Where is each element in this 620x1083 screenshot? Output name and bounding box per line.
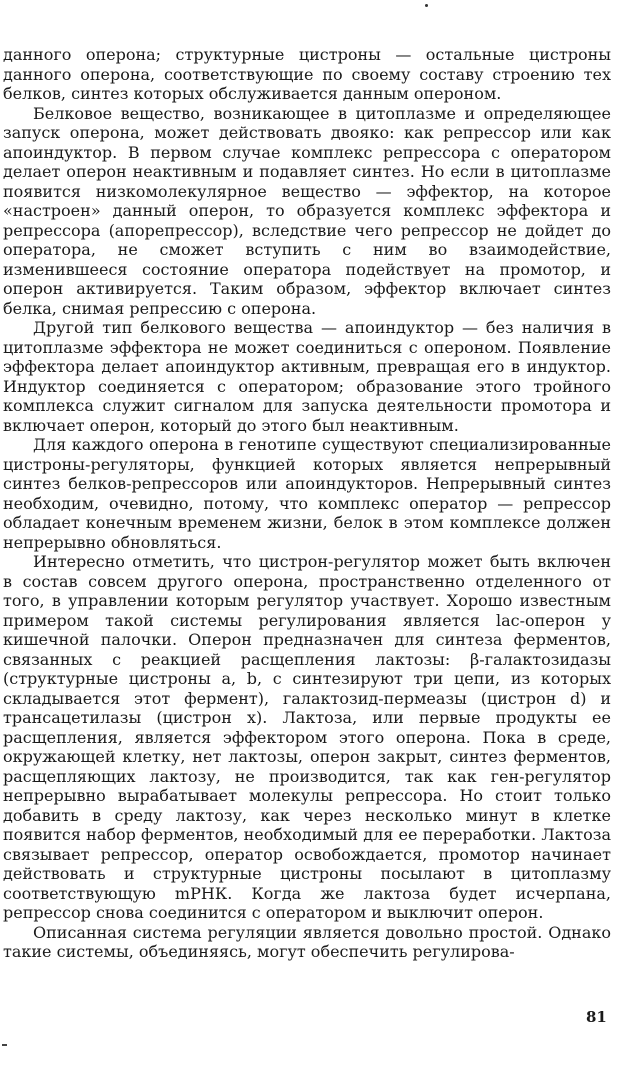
- paragraph-3: Другой тип белкового вещества — апоиндуктор — без наличия в цитоплазме эффектора не может соединиться с опероном. Появление эффектора делает апоиндуктор активным, превращая его в индуктор. Индуктор соединяется с оператором; образование этого тройного комплекса служит сигналом для запуска деятельности промотора и включает оперон, который до этого был неактивным.: [3, 318, 611, 435]
- paragraph-2: Белковое вещество, возникающее в цитоплазме и определяющее запуск оперона, может действовать двояко: как репрессор или как апоиндуктор. В первом случае комплекс репрессора с оператором делает оперон неактивным и подавляет синтез. Но если в цитоплазме появится низкомолекулярное вещество — эффектор, на которое «настроен» данный оперон, то образуется комплекс эффектора и репрессора (апорепрессор), вследствие чего репрессор не дойдет до оператора, не сможет вступить с ним во взаимодействие, изменившееся состояние оператора подействует на промотор, и оперон активируется. Таким образом, эффектор включает синтез белка, снимая репрессию с оперона.: [3, 103, 611, 318]
- paragraph-1: данного оперона; структурные цистроны — остальные цистроны данного оперона, соответствующие по своему составу строению тех белков, синтез которых обслуживается данным опероном.: [3, 45, 611, 103]
- scan-speck: [425, 4, 428, 7]
- scan-speck-bottom: [2, 1044, 7, 1046]
- paragraph-5: Интересно отметить, что цистрон-регулятор может быть включен в состав совсем другого оперона, пространственно отделенного от того, в управлении которым регулятор участвует. Хорошо известным примером такой системы регулирования является lac-оперон у кишечной палочки. Оперон предназначен для синтеза ферментов, связанных с реакцией расщепления лактозы: β-галактозидазы (структурные цистроны a, b, c синтезируют три цепи, из которых складывается этот фермент), галактозид-пермеазы (цистрон d) и трансацетилазы (цистрон x). Лактоза, или первые продукты ее расщепления, является эффектором этого оперона. Пока в среде, окружающей клетку, нет лактозы, оперон закрыт, синтез ферментов, расщепляющих лактозу, не производится, так как ген-регулятор непрерывно вырабатывает молекулы репрессора. Но стоит только добавить в среду лактозу, как через несколько минут в клетке появится набор ферментов, необходимый для ее переработки. Лактоза связывает репрессор, оператор освобождается, промотор начинает действовать и структурные цистроны посылают в цитоплазму соответствующую mРНК. Когда же лактоза будет исчерпана, репрессор снова соединится с оператором и выключит оперон.: [3, 552, 611, 922]
- body-text: [3, 45, 611, 962]
- paragraph-6: Описанная система регуляции является довольно простой. Однако такие системы, объединяясь, могут обеспечить регулирова-: [3, 922, 611, 961]
- page-number: 81: [586, 1008, 607, 1026]
- paragraph-4: Для каждого оперона в генотипе существуют специализированные цистроны-регуляторы, функцией которых является непрерывный синтез белков-репрессоров или апоиндукторов. Непрерывный синтез необходим, очевидно, потому, что комплекс оператор — репрессор обладает конечным временем жизни, белок в этом комплексе должен непрерывно обновляться.: [3, 435, 611, 552]
